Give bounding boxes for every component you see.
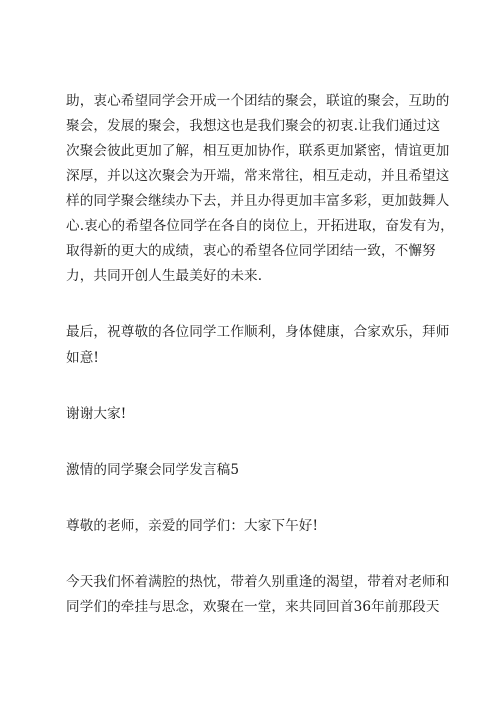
text-line: 取得新的更大的成绩，衷心的希望各位同学团结一致，不懈努 [66,243,436,259]
text-line: 心.衷心的希望各位同学在各自的岗位上，开拓进取，奋发有为， [66,218,454,234]
text-line: 力，共同开创人生最美好的未来. [66,268,263,284]
text-line: 助，衷心希望同学会开成一个团结的聚会，联谊的聚会，互助的 [66,93,450,109]
section-heading: 激情的同学聚会同学发言稿5 [66,462,240,478]
text-line: 今天我们怀着满腔的热忱，带着久别重逢的渴望，带着对老师和 [66,574,450,590]
text-line: 样的同学聚会继续办下去，并且办得更加丰富多彩，更加鼓舞人 [66,193,450,209]
text-line: 次聚会彼此更加了解，相互更加协作，联系更加紧密，情谊更加 [66,143,450,159]
text-line: 深厚，并以这次聚会为开端，常来常往，相互走动，并且希望这 [66,168,450,184]
text-line: 同学们的牵挂与思念，欢聚在一堂，来共同回首36年前那段天 [66,599,440,615]
text-line: 如意! [66,350,99,366]
text-line: 最后，祝尊敬的各位同学工作顺利，身体健康，合家欢乐，拜师 [66,324,450,340]
thanks-line: 谢谢大家! [66,406,127,422]
text-line: 聚会，发展的聚会，我想这也是我们聚会的初衷.让我们通过这 [66,118,441,134]
greeting-line: 尊敬的老师，亲爱的同学们：大家下午好! [66,518,319,534]
